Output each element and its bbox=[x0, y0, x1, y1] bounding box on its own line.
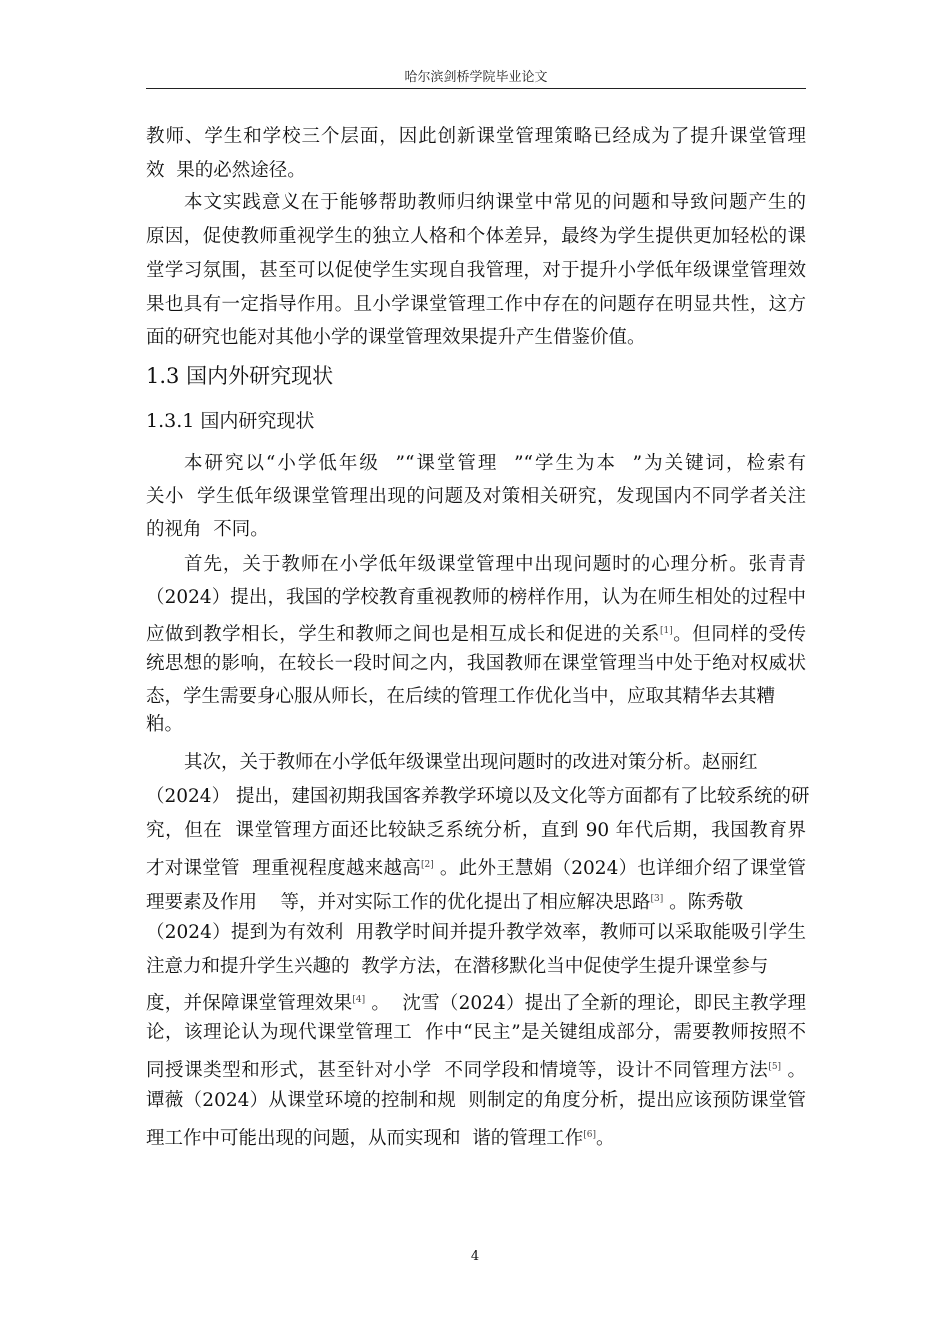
text-line bbox=[146, 988, 806, 1016]
text-segment: 粕。 bbox=[146, 714, 184, 735]
text-line bbox=[146, 887, 806, 915]
citation-ref: [6] bbox=[583, 1130, 597, 1140]
text-line bbox=[146, 921, 806, 945]
text-segment: 才对课堂管 理重视程度越来越高 bbox=[146, 858, 422, 879]
text-segment: 果也具有一定指导作用。且小学课堂管理工作中存在的问题存在明显共性，这方 bbox=[146, 294, 806, 315]
text-line bbox=[146, 713, 806, 737]
citation-ref: [3] bbox=[650, 894, 664, 904]
text-line bbox=[184, 191, 806, 215]
text-line bbox=[146, 1055, 806, 1083]
text-segment: 首先，关于教师在小学低年级课堂管理中出现问题时的心理分析。张青青 bbox=[184, 554, 806, 575]
text-line bbox=[146, 619, 806, 647]
text-segment: 其次，关于教师在小学低年级课堂出现问题时的改进对策分析。赵丽红 bbox=[184, 752, 758, 773]
text-segment: 谭薇（2024）从课堂环境的控制和规 则制定的角度分析，提出应该预防课堂管 bbox=[146, 1090, 806, 1111]
text-line bbox=[184, 751, 806, 775]
citation-ref: [2] bbox=[421, 860, 434, 870]
text-line bbox=[146, 485, 806, 509]
text-line bbox=[146, 853, 806, 881]
text-segment: 本文实践意义在于能够帮助教师归纳课堂中常见的问题和导致问题产生的 bbox=[184, 192, 806, 213]
text-segment: 统思想的影响，在较长一段时间之内，我国教师在课堂管理当中处于绝对权威状 bbox=[146, 653, 806, 674]
text-line bbox=[184, 452, 806, 476]
text-line bbox=[146, 955, 806, 979]
text-segment: 应做到教学相长，学生和教师之间也是相互成长和促进的关系 bbox=[146, 624, 660, 645]
text-line bbox=[146, 1089, 806, 1113]
text-segment: 究，但在 课堂管理方面还比较缺乏系统分析，直到 90 年代后期，我国教育界 bbox=[146, 820, 806, 841]
page-number: 4 bbox=[470, 1249, 480, 1264]
text-segment: （2024） 提出，建国初期我国客养教学环境以及文化等方面都有了比较系统的研 bbox=[146, 786, 810, 807]
citation-ref: [5] bbox=[768, 1062, 782, 1072]
text-segment: 原因，促使教师重视学生的独立人格和个体差异，最终为学生提供更加轻松的课 bbox=[146, 226, 806, 247]
text-line bbox=[146, 586, 806, 610]
text-segment: 本研究以“小学低年级 ”“课堂管理 ”“学生为本 ”为关键词，检索有 bbox=[184, 453, 806, 474]
text-segment: 。 bbox=[781, 1060, 806, 1081]
citation-ref: [1] bbox=[659, 626, 673, 636]
text-line bbox=[146, 652, 806, 676]
text-line bbox=[146, 225, 806, 249]
text-segment: 关小 学生低年级课堂管理出现的问题及对策相关研究，发现国内不同学者关注 bbox=[146, 486, 806, 507]
text-line bbox=[146, 1021, 806, 1045]
citation-ref: [4] bbox=[352, 995, 366, 1005]
text-segment: 。此外王慧娟（2024）也详细介绍了课堂管 bbox=[433, 858, 807, 879]
text-segment: 。 沈雪（2024）提出了全新的理论，即民主教学理 bbox=[365, 993, 806, 1014]
text-segment: 。 bbox=[596, 1128, 615, 1149]
section-heading-1-3-1: 1.3.1 国内研究现状 bbox=[146, 410, 315, 432]
text-segment: 同授课类型和形式，甚至针对小学 不同学段和情境等，设计不同管理方法 bbox=[146, 1060, 769, 1081]
text-segment: 的视角 不同。 bbox=[146, 519, 269, 540]
text-segment: 理要素及作用 等，并对实际工作的优化提出了相应解决思路 bbox=[146, 892, 651, 913]
text-line bbox=[146, 259, 806, 283]
text-line bbox=[146, 785, 810, 809]
section-heading-1-3: 1.3 国内外研究现状 bbox=[146, 364, 334, 388]
text-segment: 态，学生需要身心服从师长，在后续的管理工作优化当中，应取其精华去其糟 bbox=[146, 686, 776, 707]
text-segment: 教师、学生和学校三个层面，因此创新课堂管理策略已经成为了提升课堂管理 bbox=[146, 126, 806, 147]
text-line bbox=[146, 293, 806, 317]
text-segment: 论，该理论认为现代课堂管理工 作中“民主”是关键组成部分，需要教师按照不 bbox=[146, 1022, 806, 1043]
text-line bbox=[146, 518, 806, 542]
text-segment: 面的研究也能对其他小学的课堂管理效果提升产生借鉴价值。 bbox=[146, 327, 646, 348]
header-rule bbox=[146, 88, 806, 89]
text-line bbox=[184, 553, 806, 577]
text-segment: 堂学习氛围，甚至可以促使学生实现自我管理，对于提升小学低年级课堂管理效 bbox=[146, 260, 806, 281]
text-line bbox=[146, 819, 806, 843]
text-line bbox=[146, 1123, 806, 1151]
text-segment: 。陈秀敬 bbox=[663, 892, 744, 913]
text-line bbox=[146, 326, 806, 350]
text-line bbox=[146, 125, 806, 149]
text-segment: 理工作中可能出现的问题，从而实现和 谐的管理工作 bbox=[146, 1128, 584, 1149]
text-line bbox=[146, 685, 806, 709]
running-header: 哈尔滨剑桥学院毕业论文 bbox=[404, 70, 548, 85]
text-segment: （2024）提到为有效利 用教学时间并提升教学效率，教师可以采取能吸引学生 bbox=[146, 922, 806, 943]
text-line bbox=[146, 159, 806, 183]
text-segment: 。但同样的受传 bbox=[672, 624, 806, 645]
text-segment: 注意力和提升学生兴趣的 教学方法，在潜移默化当中促使学生提升课堂参与 bbox=[146, 956, 769, 977]
text-segment: 效 果的必然途径。 bbox=[146, 160, 306, 181]
text-segment: 度，并保障课堂管理效果 bbox=[146, 993, 353, 1014]
text-segment: （2024）提出，我国的学校教育重视教师的榜样作用，认为在师生相处的过程中 bbox=[146, 587, 806, 608]
